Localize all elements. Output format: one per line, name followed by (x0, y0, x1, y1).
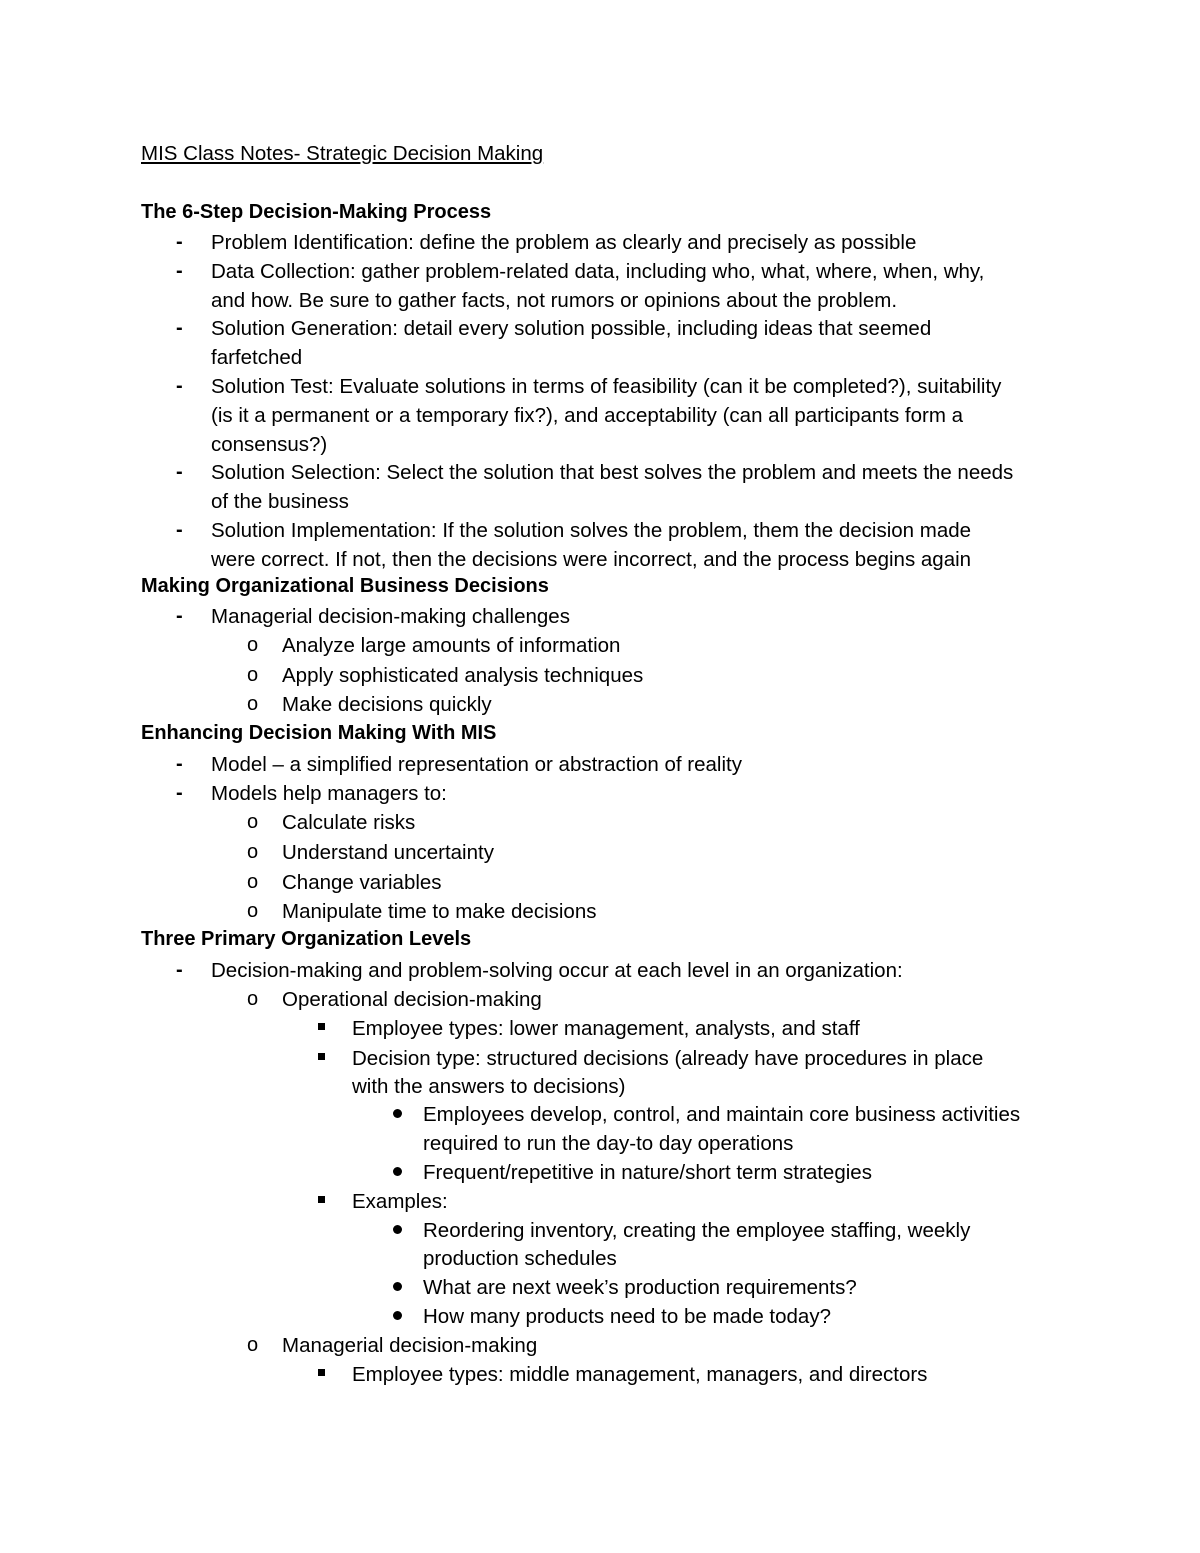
dash-bullet: - (176, 375, 183, 397)
list-item: Solution Test: Evaluate solutions in terms of feasibility (can it be completed?), suitability (211, 375, 1002, 398)
list-item: Solution Generation: detail every solution possible, including ideas that seemed (211, 317, 932, 340)
document-title: MIS Class Notes- Strategic Decision Making (141, 142, 544, 165)
sub-list-item: Apply sophisticated analysis techniques (282, 664, 644, 687)
circle-bullet: o (247, 634, 259, 656)
dot-bullet-icon (393, 1311, 402, 1320)
circle-bullet: o (247, 900, 259, 922)
dash-bullet: - (176, 753, 183, 775)
list-item: Solution Selection: Select the solution that best solves the problem and meets the needs (211, 461, 1014, 484)
circle-bullet: o (247, 664, 259, 686)
level3-item: Employee types: middle management, managers, and directors (352, 1363, 928, 1386)
dash-bullet: - (176, 260, 183, 282)
level4-item: Employees develop, control, and maintain core business activities (423, 1103, 1021, 1126)
square-bullet-icon (318, 1369, 325, 1376)
list-item: Decision-making and problem-solving occur at each level in an organization: (211, 959, 903, 982)
square-bullet-icon (318, 1196, 325, 1203)
list-item: Problem Identification: define the problem as clearly and precisely as possible (211, 231, 917, 254)
list-item-continuation: and how. Be sure to gather facts, not rumors or opinions about the problem. (211, 289, 898, 312)
level4-item: Frequent/repetitive in nature/short term strategies (423, 1161, 872, 1184)
level3-item: Employee types: lower management, analysts, and staff (352, 1017, 860, 1040)
list-item: Managerial decision-making challenges (211, 605, 570, 628)
sub-list-item: Understand uncertainty (282, 841, 494, 864)
dash-bullet: - (176, 605, 183, 627)
dash-bullet: - (176, 231, 183, 253)
level4-item: Reordering inventory, creating the employee staffing, weekly (423, 1219, 971, 1242)
dot-bullet-icon (393, 1282, 402, 1291)
sub-list-item: Analyze large amounts of information (282, 634, 621, 657)
dash-bullet: - (176, 519, 183, 541)
dash-bullet: - (176, 317, 183, 339)
sub-list-item-operational: Operational decision-making (282, 988, 542, 1011)
dot-bullet-icon (393, 1225, 402, 1234)
dash-bullet: - (176, 782, 183, 804)
list-item-continuation: of the business (211, 490, 349, 513)
square-bullet-icon (318, 1023, 325, 1030)
level4-item: What are next week’s production requirements? (423, 1276, 857, 1299)
circle-bullet: o (247, 811, 259, 833)
list-item-continuation: were correct. If not, then the decisions were incorrect, and the process begins again (211, 548, 972, 571)
level3-item: Decision type: structured decisions (already have procedures in place (352, 1047, 984, 1070)
square-bullet-icon (318, 1053, 325, 1060)
dot-bullet-icon (393, 1167, 402, 1176)
list-item-continuation: (is it a permanent or a temporary fix?), and acceptability (can all participants form a (211, 404, 963, 427)
section-heading-business-decisions: Making Organizational Business Decisions (141, 575, 549, 597)
circle-bullet: o (247, 693, 259, 715)
circle-bullet: o (247, 988, 259, 1010)
dash-bullet: - (176, 959, 183, 981)
level3-item-continuation: with the answers to decisions) (352, 1075, 626, 1098)
section-heading-decision-process: The 6-Step Decision-Making Process (141, 201, 492, 223)
list-item: Solution Implementation: If the solution solves the problem, them the decision made (211, 519, 972, 542)
level4-item-continuation: required to run the day-to day operations (423, 1132, 794, 1155)
list-item: Data Collection: gather problem-related data, including who, what, where, when, why, (211, 260, 985, 283)
sub-list-item: Change variables (282, 871, 442, 894)
level3-item: Examples: (352, 1190, 448, 1213)
sub-list-item: Calculate risks (282, 811, 416, 834)
list-item: Models help managers to: (211, 782, 447, 805)
dash-bullet: - (176, 461, 183, 483)
list-item: Model – a simplified representation or abstraction of reality (211, 753, 742, 776)
circle-bullet: o (247, 1334, 259, 1356)
sub-list-item: Make decisions quickly (282, 693, 492, 716)
level4-item: How many products need to be made today? (423, 1305, 831, 1328)
circle-bullet: o (247, 871, 259, 893)
section-heading-enhancing-mis: Enhancing Decision Making With MIS (141, 722, 497, 744)
level4-item-continuation: production schedules (423, 1247, 617, 1270)
list-item-continuation: farfetched (211, 346, 303, 369)
list-item-continuation: consensus?) (211, 433, 328, 456)
sub-list-item-managerial: Managerial decision-making (282, 1334, 538, 1357)
sub-list-item: Manipulate time to make decisions (282, 900, 597, 923)
circle-bullet: o (247, 841, 259, 863)
dot-bullet-icon (393, 1109, 402, 1118)
section-heading-organization-levels: Three Primary Organization Levels (141, 928, 472, 950)
